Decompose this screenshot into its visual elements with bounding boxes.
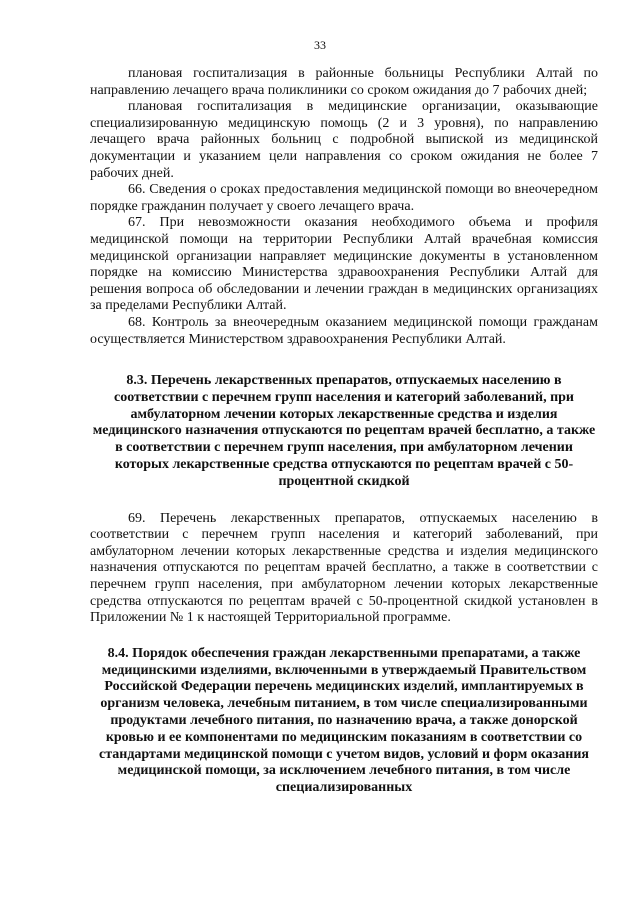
paragraph-planned-hospitalization-district: плановая госпитализация в районные больницы Республики Алтай по направлению лечащего врача поликлиники со сроком ожидания до 7 рабочих дней; xyxy=(90,66,598,98)
paragraph-69: 69. Перечень лекарственных препаратов, отпускаемых населению в соответствии с перечнем групп населения и категорий заболеваний, при амбулаторном лечении которых лекарственные средства и изделия медицинского назначения отпускаются по рецептам врачей бесплатно, а также в соответствии с перечнем групп населения, при амбулаторном лечении которых лекарственные средства отпускаются по рецептам врачей с 50-процентной скидкой установлен в Приложении № 1 к настоящей Территориальной программе. xyxy=(90,510,598,626)
spacer xyxy=(90,348,598,373)
paragraph-68: 68. Контроль за внеочередным оказанием медицинской помощи гражданам осуществляется Министерством здравоохранения Республики Алтай. xyxy=(90,314,598,347)
paragraph-planned-hospitalization-specialized: плановая госпитализация в медицинские организации, оказывающие специализированную медицинскую помощь (2 и 3 уровня), по направлению лечащего врача районных больниц с подробной выпиской из медицинской документации и указанием цели направления со сроком ожидания не более 7 рабочих дней. xyxy=(90,99,598,181)
section-8-3-heading: 8.3. Перечень лекарственных препаратов, отпускаемых населению в соответствии с перечнем групп населения и категорий заболеваний, при амбулаторном лечении которых лекарственные средства и изделия медицинского назначения отпускаются по рецептам врачей бесплатно, а также в соответствии с перечнем групп населения, при амбулаторном лечении которых лекарственные средства отпускаются по рецептам врачей с 50-процентной скидкой xyxy=(92,373,596,489)
page-number: 33 xyxy=(314,38,326,52)
paragraph-66: 66. Сведения о сроках предоставления медицинской помощи во внеочередном порядке гражданин получает у своего лечащего врача. xyxy=(90,182,598,214)
spacer xyxy=(90,491,598,511)
paragraph-67: 67. При невозможности оказания необходимого объема и профиля медицинской помощи на территории Республики Алтай врачебная комиссия медицинской организации направляет медицинские документы в установленном порядке на комиссию Министерства здравоохранения Республики Алтай для решения вопроса об обследовании и лечении граждан в медицинских организациях за пределами Республики Алтай. xyxy=(90,215,598,314)
spacer xyxy=(90,627,598,646)
page-content xyxy=(90,66,598,797)
section-8-4-heading: 8.4. Порядок обеспечения граждан лекарственными препаратами, а также медицинскими изделиями, включенными в утверждаемый Правительством Российской Федерации перечень медицинских изделий, имплантируемых в организм человека, лечебным питанием, в том числе специализированными продуктами лечебного питания, по назначению врача, а также донорской кровью и ее компонентами по медицинским показаниям в соответствии со стандартами медицинской помощи с учетом видов, условий и форм оказания медицинской помощи, за исключением лечебного питания, в том числе специализированных xyxy=(98,645,589,796)
